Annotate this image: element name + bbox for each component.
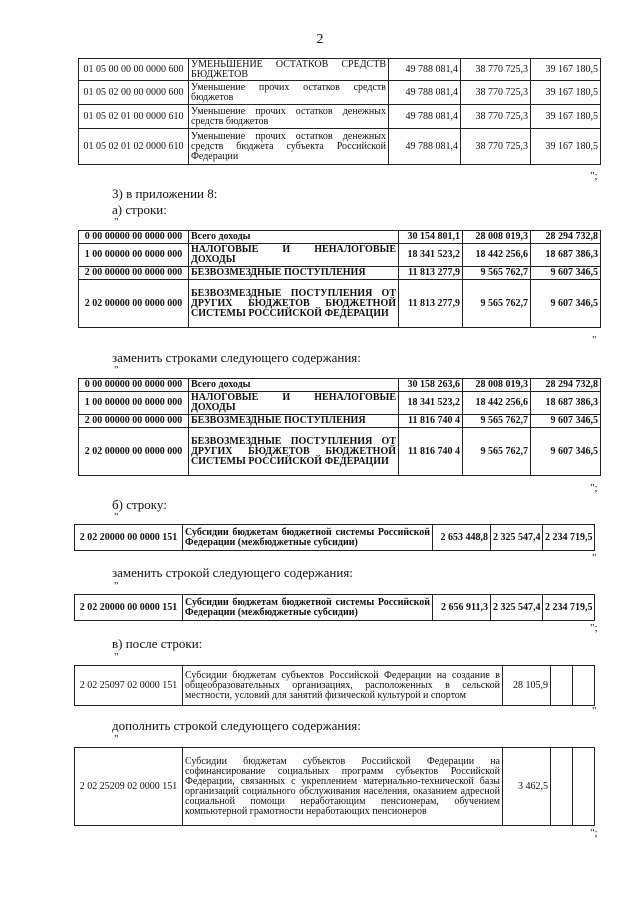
row-value-1: 3 462,5 <box>503 748 551 826</box>
row-value-1: 30 158 263,6 <box>399 379 463 392</box>
row-name: БЕЗВОЗМЕЗДНЫЕ ПОСТУПЛЕНИЯ ОТ ДРУГИХ БЮДЖЕТОВ БЮДЖЕТНОЙ СИСТЕМЫ РОССИЙСКОЙ ФЕДЕРАЦИИ <box>189 428 399 476</box>
item-3b-heading: б) строку: <box>112 497 167 512</box>
row-value-2: 9 565 762,7 <box>463 267 531 280</box>
row-value-1: 49 788 081,4 <box>389 59 461 81</box>
opening-quote: " <box>114 651 119 663</box>
row-value-3: 18 687 386,3 <box>531 392 601 415</box>
table-row <box>75 525 595 551</box>
row-value-3: 9 607 346,5 <box>531 280 601 328</box>
table-row <box>79 280 601 328</box>
table-row <box>79 59 601 81</box>
opening-quote: " <box>114 733 119 745</box>
row-name: УМЕНЬШЕНИЕ ОСТАТКОВ СРЕДСТВ БЮДЖЕТОВ <box>189 59 389 81</box>
opening-quote: " <box>114 364 119 376</box>
row-value-3: 39 167 180,5 <box>531 59 601 81</box>
subsidies-table-new <box>74 594 595 621</box>
closing-quote: "; <box>590 170 598 182</box>
table-row <box>79 129 601 165</box>
table-row <box>79 244 601 267</box>
row-code: 2 02 00000 00 0000 000 <box>79 428 189 476</box>
row-name: Субсидии бюджетам бюджетной системы Российской Федерации (межбюджетные субсидии) <box>183 595 433 621</box>
table-row <box>75 666 595 706</box>
row-value-3: 2 234 719,5 <box>543 525 595 551</box>
opening-quote: " <box>114 511 119 523</box>
table-row <box>79 392 601 415</box>
income-table-new <box>78 378 601 476</box>
row-name: Всего доходы <box>189 379 399 392</box>
add-row-text: дополнить строкой следующего содержания: <box>112 718 361 733</box>
row-value-2: 28 008 019,3 <box>463 231 531 244</box>
row-value-2: 18 442 256,6 <box>463 244 531 267</box>
row-code: 2 02 25097 02 0000 151 <box>75 666 183 706</box>
row-code: 1 00 00000 00 0000 000 <box>79 392 189 415</box>
sources-table <box>78 58 601 165</box>
row-value-2 <box>551 666 573 706</box>
row-value-1: 30 154 801,1 <box>399 231 463 244</box>
row-code: 2 00 00000 00 0000 000 <box>79 267 189 280</box>
row-value-3: 18 687 386,3 <box>531 244 601 267</box>
row-code: 01 05 02 01 02 0000 610 <box>79 129 189 165</box>
row-value-3 <box>573 666 595 706</box>
row-value-3: 28 294 732,8 <box>531 379 601 392</box>
item-3v-heading: в) после строки: <box>112 636 203 651</box>
row-value-2: 38 770 725,3 <box>461 59 531 81</box>
row-value-3: 9 607 346,5 <box>531 428 601 476</box>
row-code: 01 05 02 00 00 0000 600 <box>79 81 189 105</box>
row-name: БЕЗВОЗМЕЗДНЫЕ ПОСТУПЛЕНИЯ <box>189 267 399 280</box>
closing-quote: "; <box>590 827 598 839</box>
income-table-old <box>78 230 601 328</box>
row-value-2: 9 565 762,7 <box>463 280 531 328</box>
row-value-1: 11 816 740 4 <box>399 415 463 428</box>
row-value-1: 49 788 081,4 <box>389 129 461 165</box>
row-value-2: 9 565 762,7 <box>463 428 531 476</box>
replace-row-text: заменить строкой следующего содержания: <box>112 565 353 580</box>
row-name: БЕЗВОЗМЕЗДНЫЕ ПОСТУПЛЕНИЯ ОТ ДРУГИХ БЮДЖЕТОВ БЮДЖЕТНОЙ СИСТЕМЫ РОССИЙСКОЙ ФЕДЕРАЦИИ <box>189 280 399 328</box>
row-value-2: 9 565 762,7 <box>463 415 531 428</box>
row-name: Уменьшение прочих остатков денежных средств бюджета субъекта Российской Федерации <box>189 129 389 165</box>
table-row <box>79 105 601 129</box>
row-code: 2 02 20000 00 0000 151 <box>75 525 183 551</box>
table-row <box>79 415 601 428</box>
row-value-3: 9 607 346,5 <box>531 415 601 428</box>
row-value-1: 49 788 081,4 <box>389 81 461 105</box>
table-row <box>79 231 601 244</box>
row-code: 01 05 02 01 00 0000 610 <box>79 105 189 129</box>
row-name: Уменьшение прочих остатков средств бюджетов <box>189 81 389 105</box>
row-value-1: 11 816 740 4 <box>399 428 463 476</box>
closing-quote: " <box>592 334 597 346</box>
row-name: Субсидии бюджетам бюджетной системы Российской Федерации (межбюджетные субсидии) <box>183 525 433 551</box>
row-value-2: 2 325 547,4 <box>491 525 543 551</box>
row-name: Уменьшение прочих остатков денежных средств бюджетов <box>189 105 389 129</box>
subsidy-25097-table <box>74 665 595 706</box>
opening-quote: " <box>114 580 119 592</box>
row-name: НАЛОГОВЫЕ И НЕНАЛОГОВЫЕ ДОХОДЫ <box>189 392 399 415</box>
table-row <box>75 595 595 621</box>
item-3a-heading: а) строки: <box>112 202 167 217</box>
subsidy-25209-table <box>74 747 595 826</box>
row-value-3: 39 167 180,5 <box>531 81 601 105</box>
closing-quote: " <box>592 552 597 564</box>
row-value-1: 18 341 523,2 <box>399 392 463 415</box>
page-number: 2 <box>316 32 324 47</box>
replace-rows-text: заменить строками следующего содержания: <box>112 350 361 365</box>
row-code: 2 02 25209 02 0000 151 <box>75 748 183 826</box>
row-value-2: 38 770 725,3 <box>461 81 531 105</box>
row-value-3: 9 607 346,5 <box>531 267 601 280</box>
row-value-3: 2 234 719,5 <box>543 595 595 621</box>
table-row <box>79 267 601 280</box>
row-value-1: 11 813 277,9 <box>399 280 463 328</box>
row-value-1: 2 653 448,8 <box>433 525 491 551</box>
row-value-3: 28 294 732,8 <box>531 231 601 244</box>
row-name: БЕЗВОЗМЕЗДНЫЕ ПОСТУПЛЕНИЯ <box>189 415 399 428</box>
row-value-2: 28 008 019,3 <box>463 379 531 392</box>
row-name: НАЛОГОВЫЕ И НЕНАЛОГОВЫЕ ДОХОДЫ <box>189 244 399 267</box>
row-value-2: 38 770 725,3 <box>461 105 531 129</box>
row-code: 01 05 00 00 00 0000 600 <box>79 59 189 81</box>
table-row <box>79 428 601 476</box>
row-name: Субсидии бюджетам субъектов Российской Федерации на софинансирование социальных программ субъектов Российской Федерации, связанных с укреплением материально-технической базы организаций социального обслуживания населения, оказанием адресной социальной помощи неработающим пенсионерам, обучением компьютерной грамотности неработающих пенсионеров <box>183 748 503 826</box>
subsidies-table-old <box>74 524 595 551</box>
closing-quote: " <box>592 705 597 717</box>
table-row <box>79 81 601 105</box>
closing-quote: "; <box>590 482 598 494</box>
row-value-2 <box>551 748 573 826</box>
row-code: 0 00 00000 00 0000 000 <box>79 379 189 392</box>
row-value-1: 49 788 081,4 <box>389 105 461 129</box>
row-code: 2 02 00000 00 0000 000 <box>79 280 189 328</box>
opening-quote: " <box>114 216 119 228</box>
row-value-1: 2 656 911,3 <box>433 595 491 621</box>
item-3-heading: 3) в приложении 8: <box>112 186 218 201</box>
closing-quote: "; <box>590 622 598 634</box>
row-name: Всего доходы <box>189 231 399 244</box>
row-value-1: 11 813 277,9 <box>399 267 463 280</box>
row-code: 0 00 00000 00 0000 000 <box>79 231 189 244</box>
row-value-1: 28 105,9 <box>503 666 551 706</box>
row-value-2: 18 442 256,6 <box>463 392 531 415</box>
row-value-3: 39 167 180,5 <box>531 105 601 129</box>
table-row <box>79 379 601 392</box>
row-value-3 <box>573 748 595 826</box>
row-value-3: 39 167 180,5 <box>531 129 601 165</box>
row-value-2: 38 770 725,3 <box>461 129 531 165</box>
row-name: Субсидии бюджетам субъектов Российской Федерации на создание в общеобразовательных организациях, расположенных в сельской местности, условий для занятий физической культурой и спортом <box>183 666 503 706</box>
row-code: 2 02 20000 00 0000 151 <box>75 595 183 621</box>
row-code: 2 00 00000 00 0000 000 <box>79 415 189 428</box>
row-value-1: 18 341 523,2 <box>399 244 463 267</box>
table-row <box>75 748 595 826</box>
row-code: 1 00 00000 00 0000 000 <box>79 244 189 267</box>
row-value-2: 2 325 547,4 <box>491 595 543 621</box>
